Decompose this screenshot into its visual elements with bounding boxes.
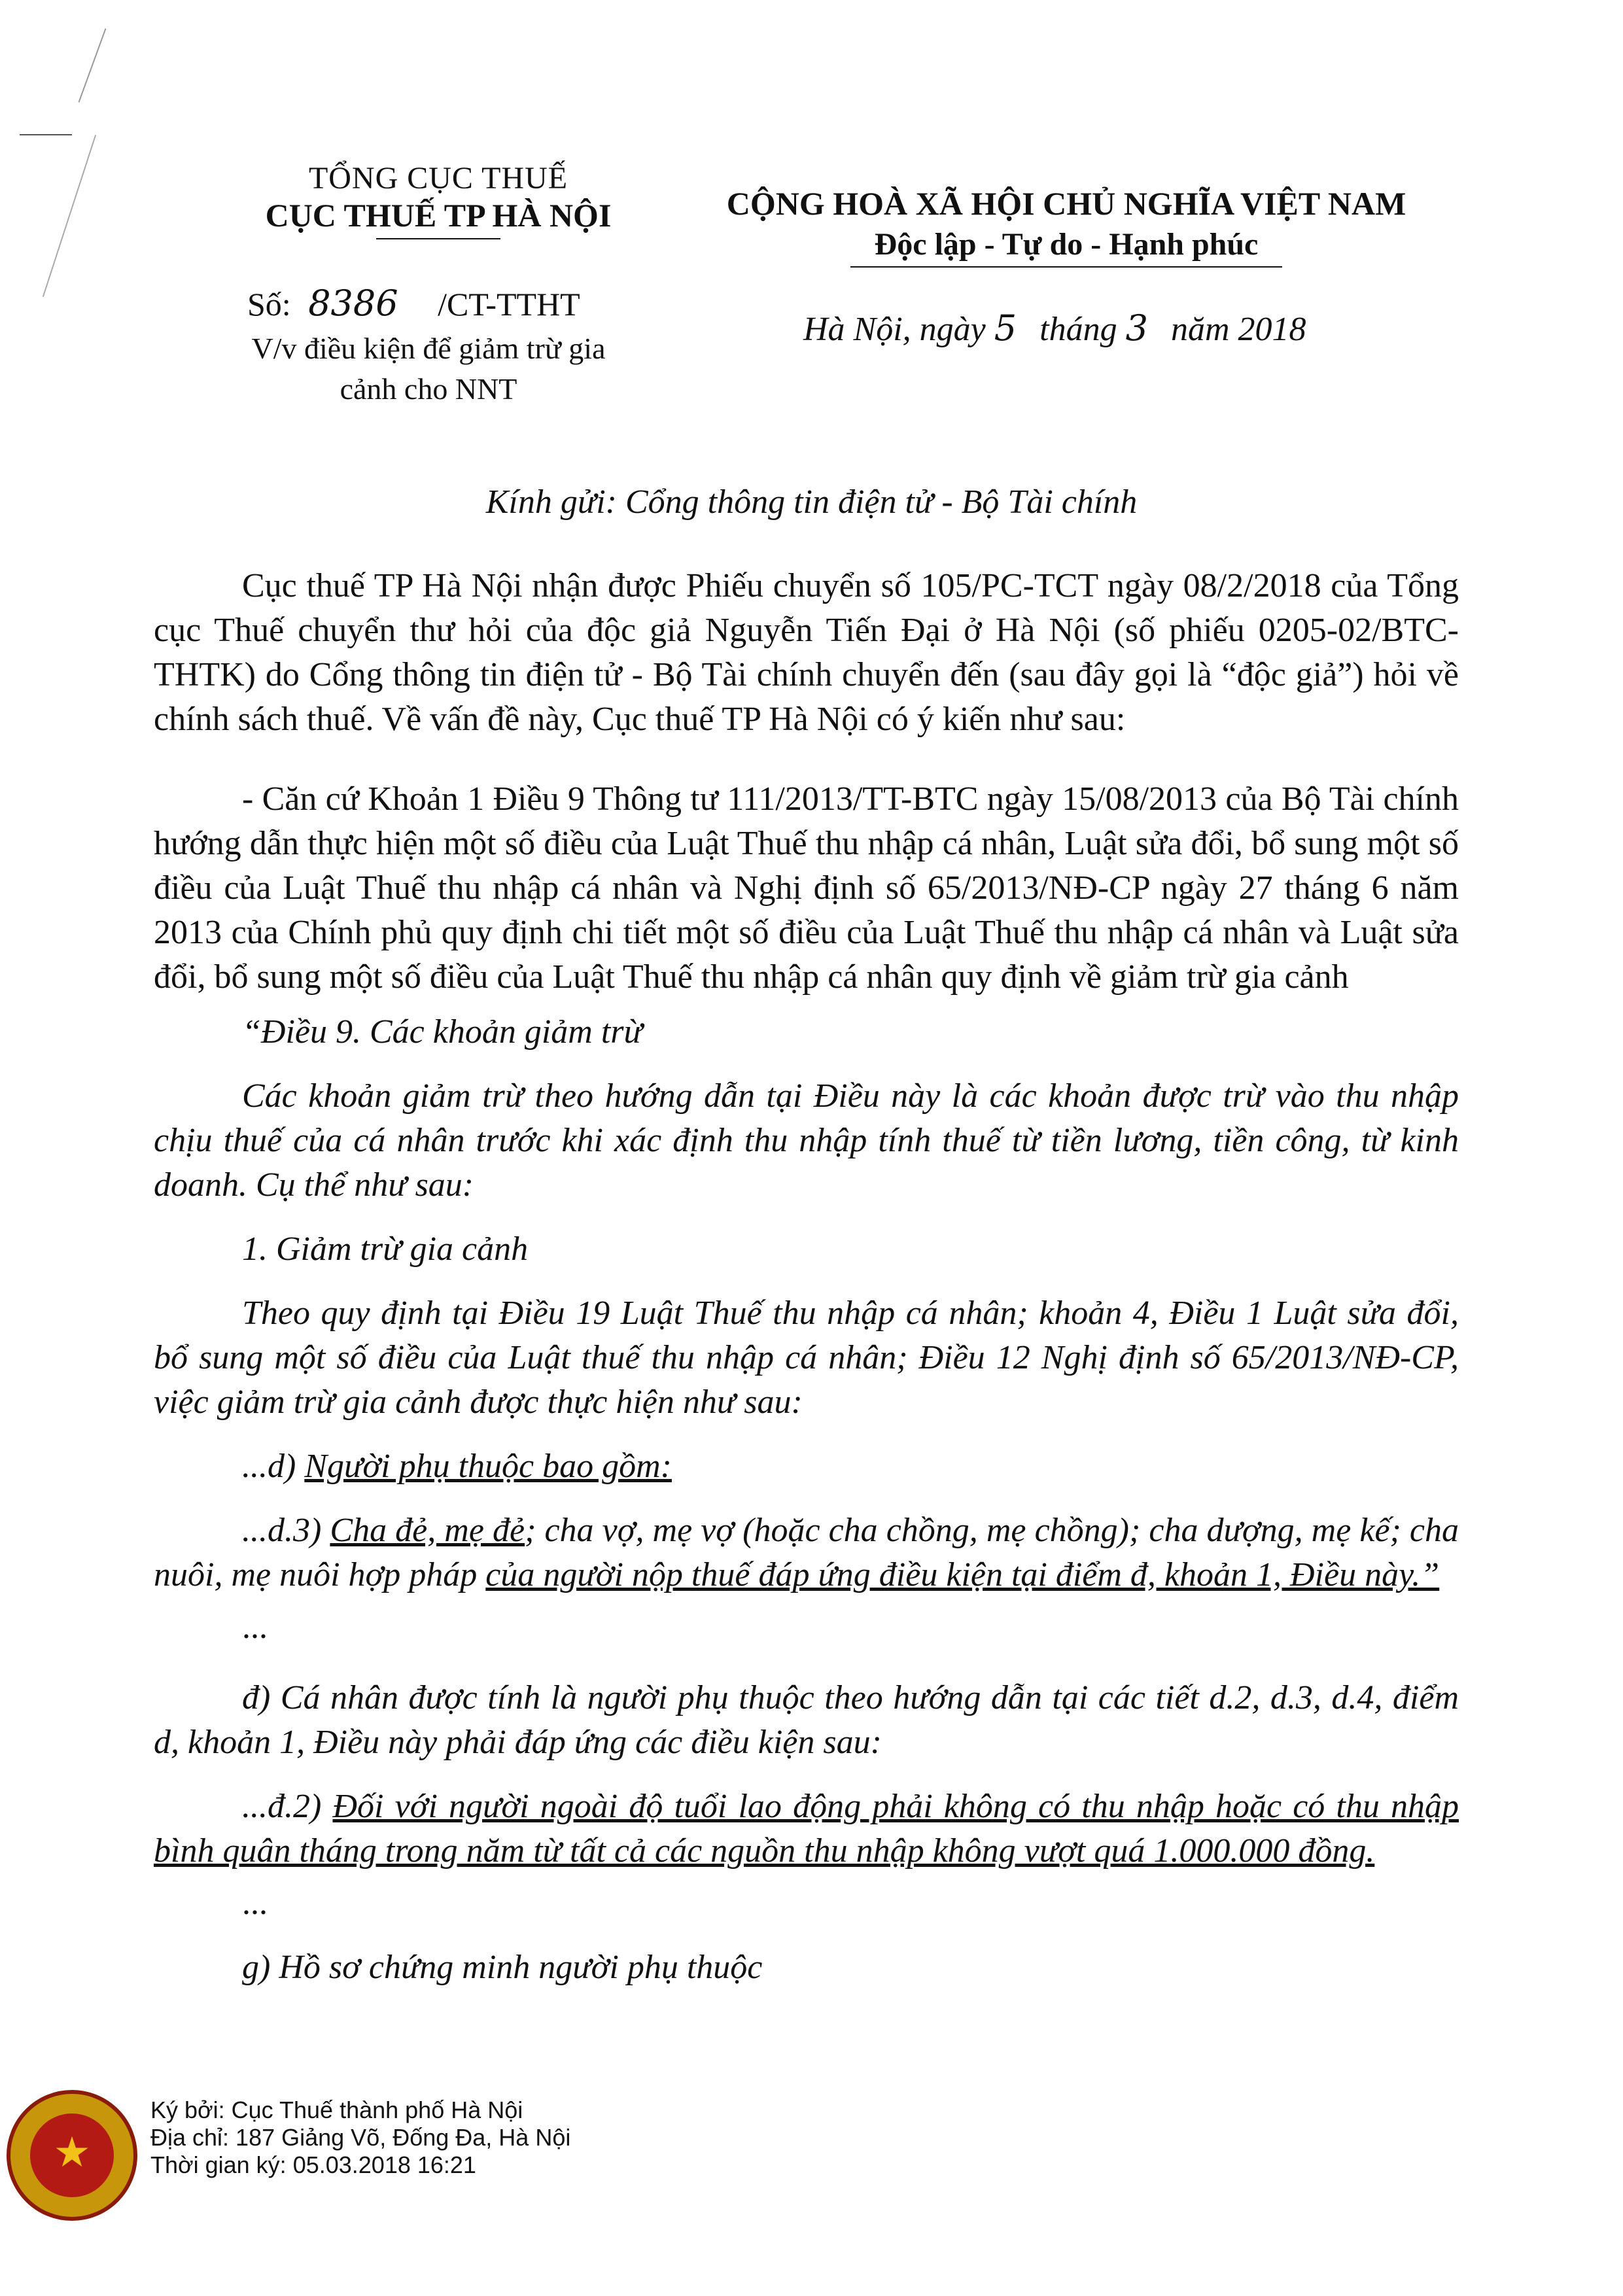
nation-title: CỘNG HOÀ XÃ HỘI CHỦ NGHĨA VIỆT NAM: [726, 185, 1406, 222]
agency-name: CỤC THUẾ TP HÀ NỘI: [265, 197, 612, 234]
signature-time: Thời gian ký: 05.03.2018 16:21: [150, 2151, 476, 2178]
deductions-paragraph: Các khoản giảm trừ theo hướng dẫn tại Điều này là các khoản được trừ vào thu nhập chịu thuế của cá nhân trước khi xác định thu nhập tính thuế từ tiền lương, tiền công, từ kinh doanh. Cụ thể như sau:: [154, 1077, 1459, 1204]
clause-d-prefix: ...d): [242, 1448, 296, 1485]
recipient: [0, 483, 1623, 521]
national-motto: Độc lập - Tự do - Hạnh phúc: [874, 227, 1259, 262]
subject-line-2: cảnh cho NNT: [340, 372, 517, 406]
clause-dd2: [154, 1784, 1459, 1873]
document-number: [247, 283, 580, 324]
clause-d3-underlined-1: Cha đẻ, mẹ đẻ: [330, 1512, 525, 1549]
clause-d3: [154, 1508, 1459, 1597]
agency-parent: TỔNG CỤC THUẾ: [308, 161, 568, 196]
date-month-label: tháng: [1039, 311, 1117, 348]
issuing-agency-block: [209, 160, 667, 239]
document-body: [154, 564, 1459, 1990]
scan-artifact-line: [43, 135, 96, 297]
ellipsis-2: ...: [242, 1885, 268, 1922]
recipient-text: Kính gửi: Cổng thông tin điện tử - Bộ Tài chính: [485, 483, 1138, 521]
legal-basis-paragraph: - Căn cứ Khoản 1 Điều 9 Thông tư 111/2013/TT-BTC ngày 15/08/2013 của Bộ Tài chính hướng dẫn thực hiện một số điều của Luật Thuế thu nhập cá nhân, Luật sửa đổi, bổ sung một số điều của Luật Thuế thu nhập cá nhân và Nghị định số 65/2013/NĐ-CP ngày 27 tháng 6 năm 2013 của Chính phủ quy định chi tiết một số điều của Luật Thuế thu nhập cá nhân và Luật sửa đổi, bổ sung một số điều của Luật Thuế thu nhập cá nhân quy định về giảm trừ gia cảnh: [154, 780, 1459, 996]
clause-d3-underlined-2: của người nộp thuế đáp ứng điều kiện tại điểm đ, khoản 1, Điều này.”: [485, 1556, 1440, 1593]
clause-d-text: Người phụ thuộc bao gồm:: [304, 1448, 672, 1485]
clause-dd: đ) Cá nhân được tính là người phụ thuộc theo hướng dẫn tại các tiết d.2, d.3, d.4, điểm d, khoản 1, Điều này phải đáp ứng các điều kiện sau:: [154, 1679, 1459, 1761]
doc-no-handwritten: 8386: [308, 283, 398, 324]
ellipsis-1: ...: [242, 1609, 268, 1646]
clause-d3-prefix: ...d.3): [242, 1512, 322, 1549]
regulation-paragraph: Theo quy định tại Điều 19 Luật Thuế thu nhập cá nhân; khoản 4, Điều 1 Luật sửa đổi, bổ sung một số điều của Luật thuế thu nhập cá nhân; Điều 12 Nghị định số 65/2013/NĐ-CP, việc giảm trừ gia cảnh được thực hiện như sau:: [154, 1295, 1459, 1421]
clause-dd2-text: Đối với người ngoài độ tuổi lao động phải không có thu nhập hoặc có thu nhập bình quân tháng trong năm từ tất cả các nguồn thu nhập không vượt quá 1.000.000 đồng.: [154, 1788, 1459, 1870]
document-subject: [239, 328, 618, 409]
doc-no-prefix: Số:: [247, 286, 291, 322]
tax-department-seal: [7, 2090, 137, 2221]
agency-underline: [376, 238, 500, 239]
scan-artifact-line: [20, 134, 72, 135]
intro-paragraph: Cục thuế TP Hà Nội nhận được Phiếu chuyển số 105/PC-TCT ngày 08/2/2018 của Tổng cục Thuế chuyển thư hỏi của độc giả Nguyễn Tiến Đại ở Hà Nội (số phiếu 0205-02/BTC-THTK) do Cổng thông tin điện tử - Bộ Tài chính chuyển đến (sau đây gọi là “độc giả”) hỏi về chính sách thuế. Về vấn đề này, Cục thuế TP Hà Nội có ý kiến như sau:: [154, 567, 1459, 738]
star-icon: ★: [53, 2129, 91, 2177]
clause-d: [154, 1444, 1459, 1489]
scan-artifact-line: [79, 28, 107, 102]
date-day: 5: [994, 307, 1017, 349]
date-line: [803, 307, 1306, 349]
item-1-title: 1. Giảm trừ gia cảnh: [242, 1230, 529, 1268]
clause-g: g) Hồ sơ chứng minh người phụ thuộc: [242, 1949, 763, 1986]
clause-d3-middle: ; cha vợ, mẹ vợ (hoặc cha chồng, mẹ chồng); cha dượng, mẹ kế; cha nuôi, mẹ nuôi hợp pháp: [154, 1512, 1459, 1593]
date-month: 3: [1125, 307, 1148, 349]
national-header: [680, 184, 1452, 268]
date-year: năm 2018: [1170, 311, 1306, 348]
date-prefix: Hà Nội, ngày: [803, 311, 986, 348]
doc-no-suffix: /CT-TTHT: [438, 286, 580, 322]
clause-dd2-prefix: ...đ.2): [242, 1788, 322, 1825]
digital-signature-info: [150, 2096, 570, 2179]
motto-underline: [850, 266, 1282, 268]
subject-line-1: V/v điều kiện để giảm trừ gia: [251, 332, 606, 365]
signature-signer: Ký bởi: Cục Thuế thành phố Hà Nội: [150, 2096, 523, 2123]
seal-emblem: [30, 2113, 114, 2197]
article-title: “Điều 9. Các khoản giảm trừ: [242, 1013, 642, 1051]
signature-address: Địa chỉ: 187 Giảng Võ, Đống Đa, Hà Nội: [150, 2124, 571, 2151]
